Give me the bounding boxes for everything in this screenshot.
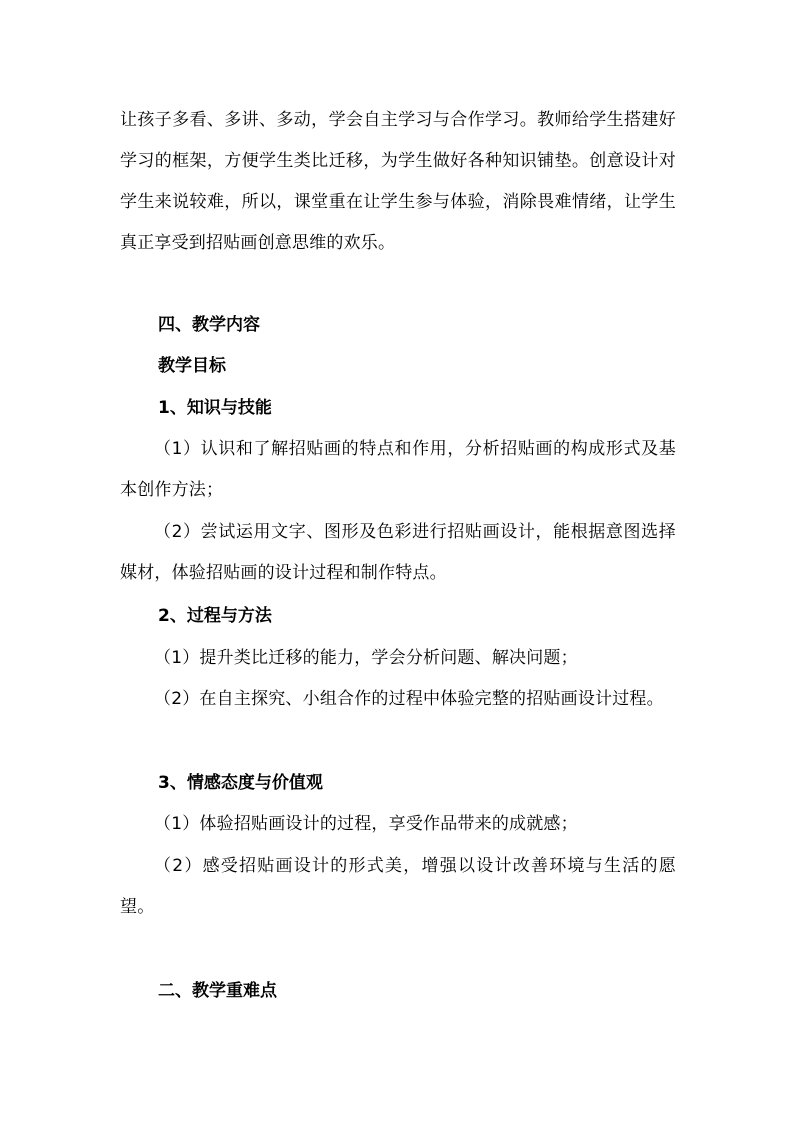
intro-paragraph: 让孩子多看、多讲、多动，学会自主学习与合作学习。教师给学生搭建好学习的框架，方便学生类比迁移，为学生做好各种知识铺垫。创意设计对学生来说较难，所以，课堂重在让学生参与体验，消除畏难情绪，让学生真正享受到招贴画创意思维的欢乐。 [120,110,676,253]
goal-knowledge-item-1: （1）认识和了解招贴画的特点和作用，分析招贴画的构成形式及基本创作方法； [120,439,676,500]
section-four-heading: 四、教学内容 [158,315,260,335]
goal-attitude-item-1: （1）体验招贴画设计的过程，享受作品带来的成就感； [154,814,578,834]
goal-knowledge-skills-title: 1、知识与技能 [158,398,272,418]
goal-attitude-values-title: 3、情感态度与价值观 [158,773,323,793]
teaching-goals-heading: 教学目标 [158,356,226,376]
goal-knowledge-item-2: （2）尝试运用文字、图形及色彩进行招贴画设计，能根据意图选择媒材，体验招贴画的设计过程和制作特点。 [120,522,676,583]
goal-process-item-2: （2）在自主探究、小组合作的过程中体验完整的招贴画设计过程。 [154,689,664,709]
goal-process-methods-title: 2、过程与方法 [158,606,272,626]
section-two-heading: 二、教学重难点 [158,981,277,1001]
goal-attitude-item-2: （2）感受招贴画设计的形式美，增强以设计改善环境与生活的愿望。 [120,856,676,917]
goal-process-item-1: （1）提升类比迁移的能力，学会分析问题、解决问题； [154,648,578,668]
